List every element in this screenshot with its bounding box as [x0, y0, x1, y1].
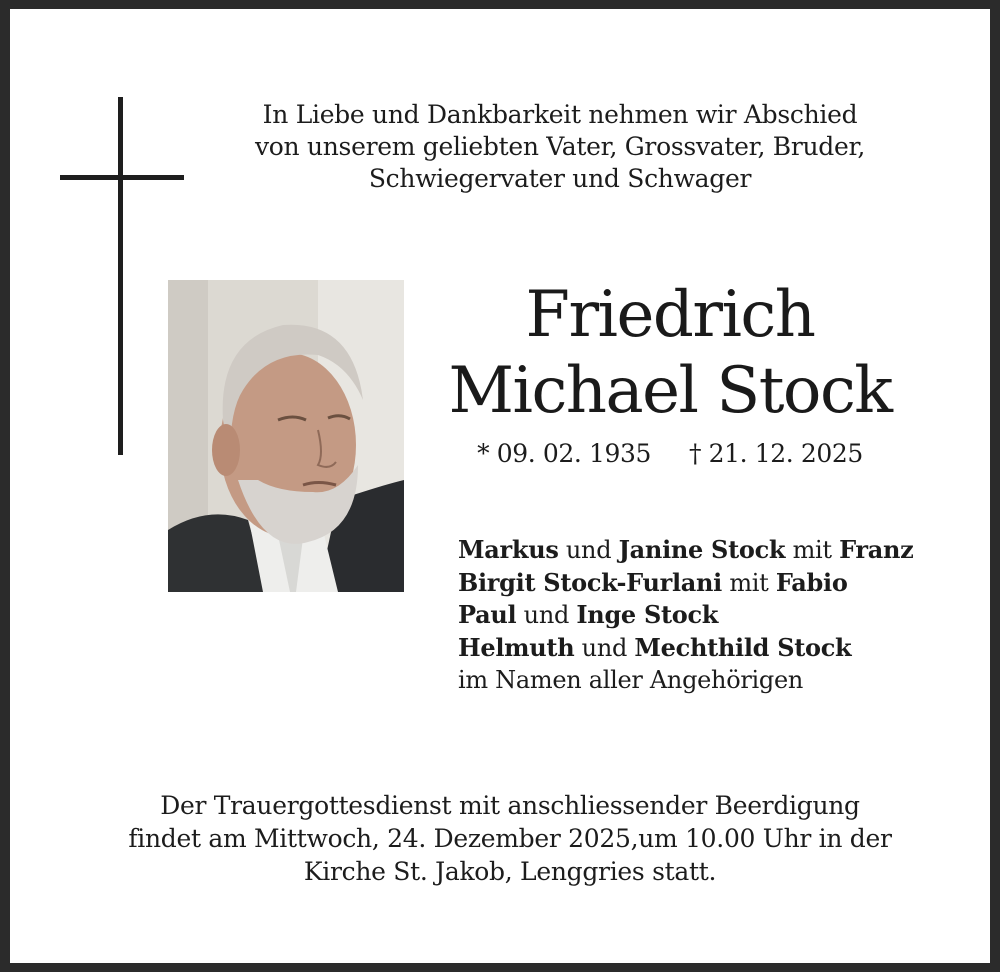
cross-icon-vertical-bar [118, 97, 123, 455]
service-line: Der Trauergottesdienst mit anschliessender Beerdigung [160, 791, 860, 820]
mourner-name: Janine Stock [618, 535, 786, 564]
mourner-name: Inge Stock [576, 600, 719, 629]
life-dates [430, 437, 910, 471]
mourner-name: Birgit Stock-Furlani [458, 567, 722, 597]
intro-text [210, 99, 910, 195]
mourners-list [458, 534, 998, 697]
mourner-name: Mechthild Stock [634, 632, 852, 662]
mourner-name: Helmuth [458, 632, 575, 662]
first-name: Friedrich [525, 278, 815, 352]
service-line: Kirche St. Jakob, Lenggries statt. [303, 857, 717, 886]
death-date: † 21. 12. 2025 [689, 439, 863, 468]
mourner-line [458, 534, 998, 567]
mourner-name: Markus [458, 535, 559, 564]
mourner-line [458, 632, 998, 665]
service-info [100, 789, 920, 888]
cross-icon-horizontal-bar [60, 175, 184, 180]
mourner-name: Franz [839, 535, 914, 564]
mourner-connector: im Namen aller Angehörigen [458, 666, 804, 694]
mourner-connector: mit [785, 536, 840, 564]
mourner-connector: mit [722, 568, 776, 597]
intro-line: Schwiegervater und Schwager [368, 164, 752, 193]
portrait-illustration [168, 280, 404, 592]
mourner-connector: und [574, 633, 635, 662]
mourner-connector: und [516, 601, 577, 629]
intro-line: von unserem geliebten Vater, Grossvater, Bruder, [254, 132, 866, 161]
mourner-line [458, 567, 998, 600]
obituary-notice [10, 9, 990, 963]
service-line: findet am Mittwoch, 24. Dezember 2025,um 10.00 Uhr in der [128, 824, 892, 853]
mourner-line [458, 599, 998, 632]
portrait-photo [168, 280, 404, 592]
mourner-line [458, 664, 998, 697]
mourner-name: Paul [458, 600, 517, 629]
mourner-name: Fabio [775, 567, 848, 597]
deceased-name [430, 277, 910, 429]
last-name: Michael Stock [448, 354, 892, 428]
intro-line: In Liebe und Dankbarkeit nehmen wir Abschied [262, 100, 858, 129]
mourner-connector: und [558, 536, 619, 564]
birth-date: * 09. 02. 1935 [477, 439, 651, 468]
